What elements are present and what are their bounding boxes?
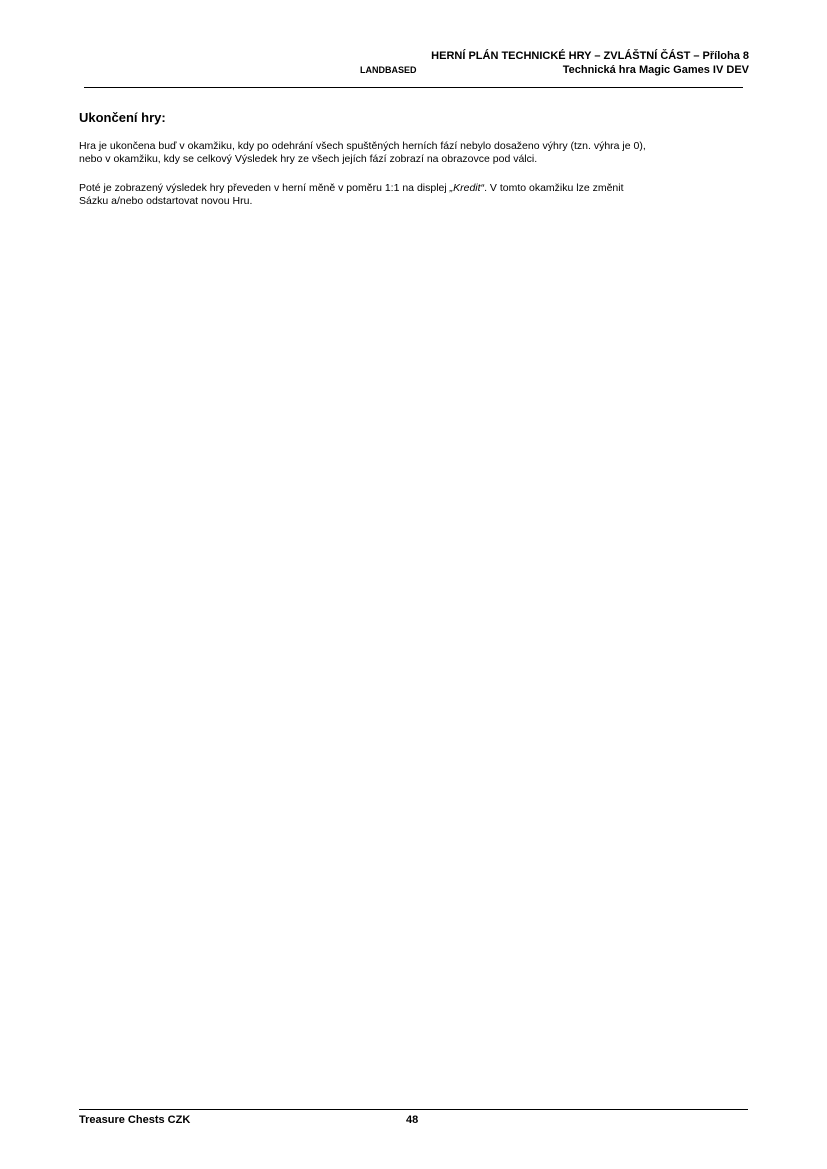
paragraph-line: nebo v okamžiku, kdy se celkový Výsledek hry ze všech jejích fází zobrazí na obrazovce pod válci. [79, 153, 538, 165]
footer-divider [79, 1109, 748, 1110]
footer-document-name: Treasure Chests CZK [79, 1114, 191, 1126]
paragraph-text: . V tomto okamžiku lze změnit [484, 182, 624, 194]
header-left-label: LANDBASED [360, 65, 417, 75]
paragraph-line: Hra je ukončena buď v okamžiku, kdy po odehrání všech spuštěných herních fází nebylo dosaženo výhry (tzn. výhra je 0), [79, 140, 646, 152]
paragraph-text: Poté je zobrazený výsledek hry převeden v herní měně v poměru 1:1 na displej [79, 182, 450, 194]
paragraph-credit-transfer [79, 182, 751, 208]
footer-page-number: 48 [406, 1114, 419, 1126]
header-title: HERNÍ PLÁN TECHNICKÉ HRY – ZVLÁŠTNÍ ČÁST – Příloha 8 [431, 50, 749, 62]
credit-display-term: „Kredit“ [449, 182, 485, 194]
paragraph-line: Sázku a/nebo odstartovat novou Hru. [79, 195, 253, 207]
header-divider [84, 87, 743, 88]
header-subtitle: Technická hra Magic Games IV DEV [562, 64, 749, 76]
paragraph-game-end [79, 140, 751, 166]
section-title: Ukončení hry: [79, 110, 166, 125]
